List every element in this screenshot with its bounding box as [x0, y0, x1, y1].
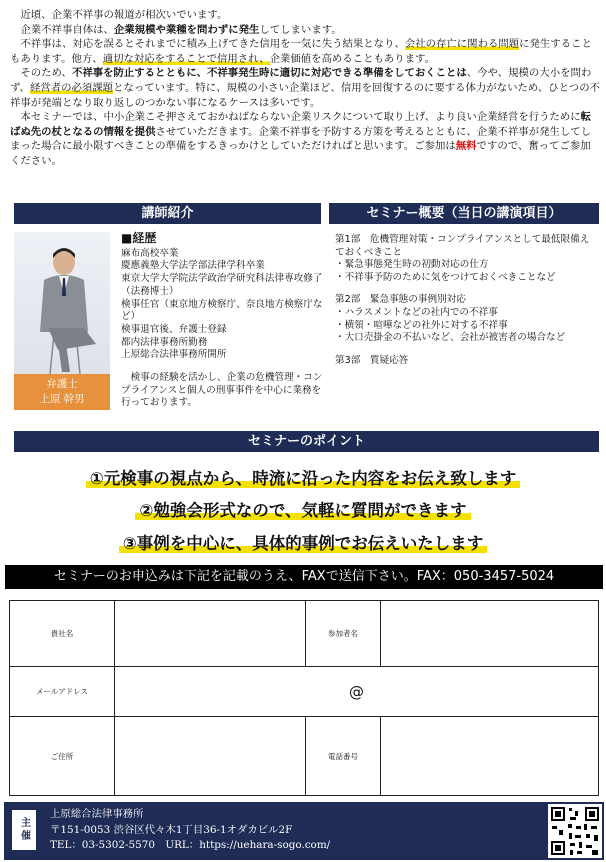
point-1: ①元検事の視点から、時流に沿った内容をお伝え致します — [0, 465, 606, 489]
firm-name: 上原総合法律事務所 — [50, 808, 144, 820]
outline-item: ・緊急事態発生時の初動対応の仕方 — [335, 259, 489, 271]
points-header: セミナーのポイント — [14, 431, 599, 452]
career-heading: ■経歴 — [121, 231, 157, 245]
host-label: 主催 — [12, 810, 36, 850]
phone-label: 電話番号 — [306, 717, 381, 796]
intro-text — [10, 8, 600, 169]
footer-info — [50, 807, 330, 854]
email-label: メールアドレス — [10, 667, 115, 717]
speaker-header: 講師紹介 — [14, 203, 321, 224]
application-form — [9, 600, 599, 796]
outline-part-2 — [335, 294, 597, 344]
outline-header: セミナー概要（当日の講演項目） — [329, 203, 599, 224]
outline-part-title: 第1部 危機管理対策・コンプライアンスとして最低限備えておくべきこと — [335, 234, 590, 258]
outline-part-1 — [335, 234, 597, 284]
firm-address: 〒151-0053 渋谷区代々木1丁目36-1オダカビル2F — [50, 823, 293, 836]
outline-item: ・不祥事予防のために気をつけておくべきことなど — [335, 271, 556, 283]
intro-para-5: 本セミナーでは、中小企業こそ押さえておかねばならない企業リスクについて取り上げ、より良い企業経営を行うために転ばぬ先の杖となるの情報を提供させていただきます。企業不祥事を予防する方策を考えるとともに、企業不祥事が発生してしまった場合に最小限すべきことの準備をするきっかけとしていただければと思います。ご参加は無料ですので、奮ってご参加ください。 — [10, 111, 592, 167]
speaker-title: 弁護士 — [46, 378, 78, 390]
intro-para-1: 近頃、企業不祥事の報道が相次いでいます。 — [20, 9, 228, 21]
email-field[interactable] — [115, 667, 599, 717]
career-note: 検事の経験を活かし、企業の危機管理・コンプライアンスと個人の刑事事件を中心に業務を行っております。 — [121, 372, 323, 409]
at-sign: @ — [349, 682, 364, 701]
outline-part-title: 第3部 質疑応答 — [335, 354, 409, 366]
outline-item: ・大口売掛金の不払いなど、会社が被害者の場合など — [335, 332, 566, 344]
company-label: 貴社名 — [10, 601, 115, 667]
intro-para-3: 不祥事は、対応を誤るとそれまでに積み上げてきた信用を一気に失う結果となり、会社の存亡に関わる問題に発生することもあります。他方、適切な対応をすることで信用され、企業価値を高めることもあります。 — [10, 38, 592, 65]
intro-para-2: 企業不祥事自体は、企業規模や業種を問わずに発生してしまいます。 — [20, 23, 342, 36]
seminar-outline — [335, 234, 597, 377]
qr-code-icon[interactable] — [548, 804, 602, 858]
intro-para-4: そのため、不祥事を防止するとともに、不祥事発生時に適切に対応できる準備をしておくことは、今や、規模の大小を問わず、経営者の必須課題となっています。特に、規模の小さい企業ほど、信用を回復するのに要する体力がないため、ひとつの不祥事が発端となり取り返しのつかない事になるケースは多いです。 — [10, 67, 600, 109]
outline-item: ・ハラスメントなどの社内での不祥事 — [335, 306, 498, 318]
point-2: ②勉強会形式なので、気軽に質問ができます — [0, 497, 606, 521]
attendee-label: 参加者名 — [306, 601, 381, 667]
point-3: ③事例を中心に、具体的事例でお伝えいたします — [0, 530, 606, 554]
outline-part-3 — [335, 355, 597, 368]
outline-part-title: 第2部 緊急事態の事例別対応 — [335, 294, 466, 306]
speaker-career — [121, 232, 326, 410]
career-list: 麻布高校卒業 慶應義塾大学法学部法律学科卒業 東京大学大学院法学政治学研究科法律専攻修了（法務博士） 検事任官（東京地方検察庁、奈良地方検察庁など） 検事退官後、弁護士登録 都内法律事務所勤務 上原総合法律事務所開所 — [121, 247, 323, 361]
outline-item: ・横領・喧嘩などの社外に対する不祥事 — [335, 319, 508, 331]
company-field[interactable] — [115, 601, 306, 667]
footer — [4, 802, 604, 860]
apply-banner: セミナーのお申込みは下記を記載のうえ、FAXで送信下さい。FAX：050-3457-5024 — [5, 565, 603, 589]
firm-contact: TEL：03-5302-5570 URL：https://uehara-sogo.com/ — [50, 839, 331, 851]
speaker-name: 上原 幹男 — [39, 393, 85, 405]
phone-field[interactable] — [381, 717, 599, 796]
address-label: ご住所 — [10, 717, 115, 796]
speaker-name-badge — [14, 374, 110, 410]
address-field[interactable] — [115, 717, 306, 796]
attendee-field[interactable] — [381, 601, 599, 667]
